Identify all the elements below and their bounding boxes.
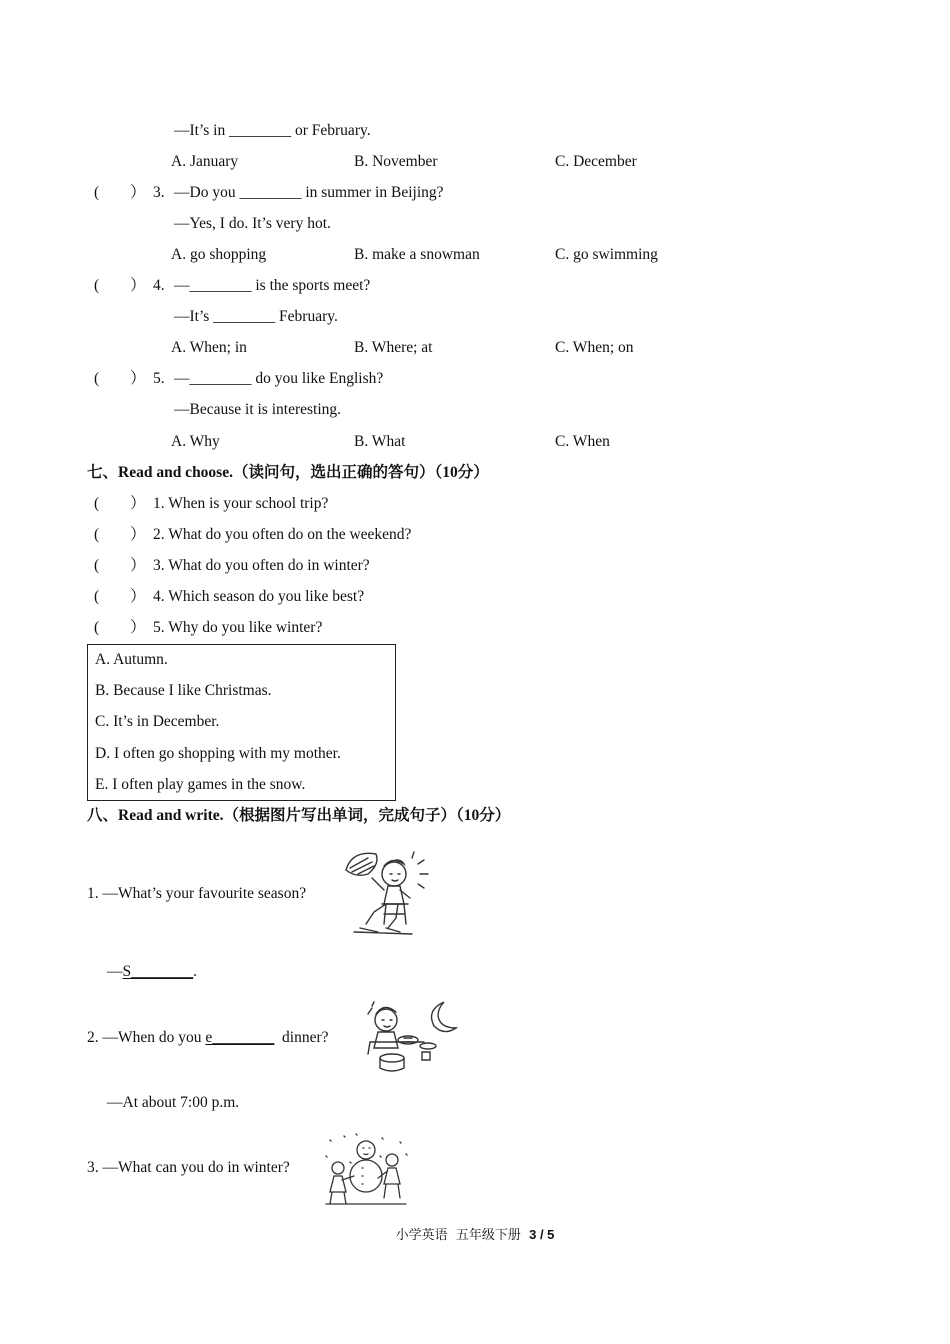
page-footer	[0, 1224, 950, 1243]
q2-option-b: B. November	[354, 153, 438, 170]
p7-q5-paren[interactable]: ( ）	[94, 619, 146, 636]
q3-answer-paren[interactable]: ( ）	[94, 184, 146, 201]
p8-q1-period: .	[193, 963, 197, 980]
footer-text: 小学英语 五年级下册	[395, 1228, 530, 1243]
summer-fan-boy-illustration	[338, 848, 434, 936]
q3-answer-line: —Yes, I do. It’s very hot.	[174, 215, 331, 232]
dinner-moon-illustration	[364, 998, 460, 1078]
p7-q2-text: 2. What do you often do on the weekend?	[153, 526, 412, 543]
p8-q1-question: 1. —What’s your favourite season?	[87, 885, 307, 902]
q5-question: —________ do you like English?	[174, 370, 384, 387]
q4-option-c: C. When; on	[555, 339, 634, 356]
q5-number: 5.	[153, 370, 165, 387]
p7-q5-text: 5. Why do you like winter?	[153, 619, 323, 636]
p8-q2-question	[87, 1028, 329, 1048]
p7-answer-d: D. I often go shopping with my mother.	[95, 745, 341, 762]
p8-q3-question: 3. —What can you do in winter?	[87, 1159, 290, 1176]
p7-q1-paren[interactable]: ( ）	[94, 495, 146, 512]
q5-option-a: A. Why	[171, 433, 220, 450]
q4-number: 4.	[153, 277, 165, 294]
part8-heading: 八、Read and write.（根据图片写出单词，完成句子）（10分）	[87, 807, 511, 824]
p7-q2-paren[interactable]: ( ）	[94, 526, 146, 543]
p7-answer-a: A. Autumn.	[95, 651, 168, 668]
q3-option-b: B. make a snowman	[354, 246, 480, 263]
q4-answer-line: —It’s ________ February.	[174, 308, 338, 325]
p7-q1-text: 1. When is your school trip?	[153, 495, 329, 512]
q5-answer-line: —Because it is interesting.	[174, 401, 342, 418]
part7-heading: 七、Read and choose.（读问句，选出正确的答句）（10分）	[87, 464, 489, 481]
p7-answer-c: C. It’s in December.	[95, 713, 220, 730]
q4-question: —________ is the sports meet?	[174, 277, 371, 294]
p8-q2-answer: —At about 7:00 p.m.	[107, 1094, 240, 1111]
q3-option-c: C. go swimming	[555, 246, 658, 263]
q5-option-c: C. When	[555, 433, 610, 450]
p7-q4-text: 4. Which season do you like best?	[153, 588, 365, 605]
p8-q1-answer	[107, 962, 197, 982]
q3-question: —Do you ________ in summer in Beijing?	[174, 184, 444, 201]
p7-answer-e: E. I often play games in the snow.	[95, 776, 306, 793]
p8-q1-blank[interactable]: S________	[122, 963, 194, 980]
q5-answer-paren[interactable]: ( ）	[94, 370, 146, 387]
q3-number: 3.	[153, 184, 165, 201]
p7-answer-b: B. Because I like Christmas.	[95, 682, 272, 699]
snowman-winter-illustration	[322, 1132, 410, 1208]
q5-option-b: B. What	[354, 433, 406, 450]
p8-q2-prefix: 2. —When do you	[87, 1029, 206, 1046]
p8-q1-dash: —	[107, 963, 123, 980]
p8-q2-blank[interactable]: e________	[205, 1029, 275, 1046]
page-number: 3 / 5	[529, 1227, 555, 1242]
p7-q3-text: 3. What do you often do in winter?	[153, 557, 370, 574]
q2-answer-line: —It’s in ________ or February.	[174, 122, 371, 139]
q4-answer-paren[interactable]: ( ）	[94, 277, 146, 294]
q2-option-c: C. December	[555, 153, 637, 170]
q4-option-b: B. Where; at	[354, 339, 433, 356]
q2-option-a: A. January	[171, 153, 239, 170]
q4-option-a: A. When; in	[171, 339, 247, 356]
p7-q3-paren[interactable]: ( ）	[94, 557, 146, 574]
p7-q4-paren[interactable]: ( ）	[94, 588, 146, 605]
p8-q2-suffix: dinner?	[274, 1029, 329, 1046]
q3-option-a: A. go shopping	[171, 246, 267, 263]
